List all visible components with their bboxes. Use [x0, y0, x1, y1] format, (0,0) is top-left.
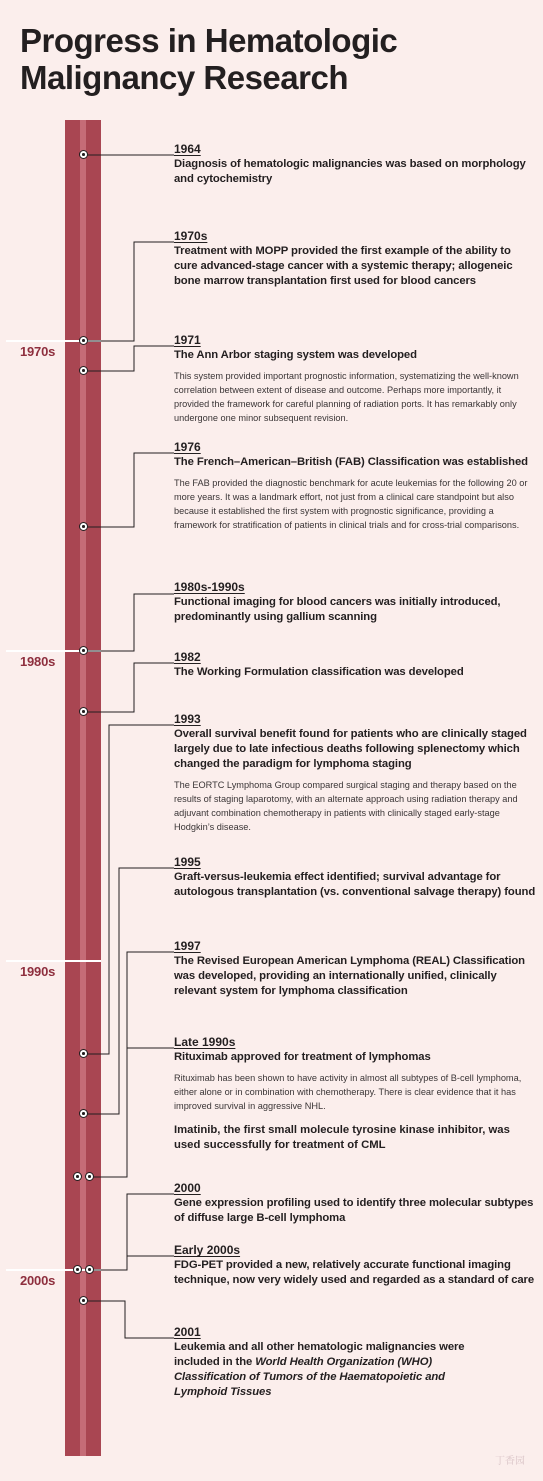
timeline-entry-early-2000s [174, 1243, 536, 1288]
timeline-dot-1971 [79, 366, 88, 375]
connector-1980s-1990s [84, 594, 174, 651]
timeline-dot-1995 [79, 1109, 88, 1118]
timeline-entry-1980s-1990s [174, 580, 536, 625]
entry-headline: Functional imaging for blood cancers was initially introduced, predominantly using gallium scanning [174, 596, 501, 623]
timeline-entry-2001 [174, 1325, 484, 1400]
entry-headline-text: Leukemia and all other hematologic malignancies were included in the [174, 1341, 465, 1368]
connector-2000 [90, 1194, 174, 1270]
entry-headline: Diagnosis of hematologic malignancies was based on morphology and cytochemistry [174, 158, 526, 185]
timeline-entry-1971 [174, 333, 536, 425]
timeline-dot-1993 [79, 1049, 88, 1058]
entry-description: The FAB provided the diagnostic benchmark for acute leukemias for the following 20 or more years. It was a landmark effort, not just from a clinical care standpoint but also because it established the first system with prognostic significance, providing a framework for stratification of patients in clinical trials and for cross-trial comparisons. [174, 478, 528, 530]
entry-headline: FDG-PET provided a new, relatively accurate functional imaging technique, now very widely used and regarded as a standard of care [174, 1259, 535, 1286]
entry-headline: Overall survival benefit found for patients who are clinically staged largely due to late infectious deaths following splenectomy which changed the paradigm for lymphoma staging [174, 728, 527, 770]
connector-2001 [84, 1301, 174, 1338]
timeline-dot-1964 [79, 150, 88, 159]
watermark: 丁香园 [495, 1456, 525, 1467]
entry-year: 1976 [174, 440, 201, 454]
connector-1971 [84, 346, 174, 371]
entry-year: 2001 [174, 1325, 201, 1339]
timeline-entry-late-1990s [174, 1035, 536, 1153]
entry-year: 1997 [174, 939, 201, 953]
entry-description: This system provided important prognostic information, systematizing the well-known correlation between extent of disease and outcome. Perhaps more importantly, it provided the framework for careful planning of radiation ports. It has remarkably only undergone one minor subsequent revision. [174, 371, 519, 423]
entry-headline: The Working Formulation classification was developed [174, 666, 464, 678]
entry-headline-secondary: Imatinib, the first small molecule tyrosine kinase inhibitor, was used successfully for treatment of CML [174, 1124, 510, 1151]
entry-year: 2000 [174, 1181, 201, 1195]
timeline-dot-1982 [79, 707, 88, 716]
connector-1993 [84, 725, 174, 1054]
entry-headline: Rituximab approved for treatment of lymphomas [174, 1051, 431, 1063]
timeline-dot-2000 [73, 1265, 82, 1274]
timeline-dot-early-2000s [85, 1265, 94, 1274]
connector-1970s [84, 242, 174, 341]
timeline-entry-1995 [174, 855, 536, 900]
entry-year: Late 1990s [174, 1035, 236, 1049]
timeline-dot-late-1990s [85, 1172, 94, 1181]
timeline-entry-1982 [174, 650, 536, 680]
entry-description: The EORTC Lymphoma Group compared surgical staging and therapy based on the results of staging laparotomy, with an alternate approach using radiation therapy and adjuvant combination chemotherapy in patients with clinically staged early-stage Hodgkin’s disease. [174, 780, 518, 832]
timeline-dot-1997 [73, 1172, 82, 1181]
page-title: Progress in Hematologic Malignancy Research [20, 22, 398, 96]
timeline-dot-2001 [79, 1296, 88, 1305]
timeline-entry-1976 [174, 440, 536, 532]
entry-year: 1971 [174, 333, 201, 347]
entry-headline: The Ann Arbor staging system was developed [174, 349, 417, 361]
decade-label-1990s: 1990s [20, 964, 56, 979]
timeline-entry-1993 [174, 712, 538, 834]
entry-year: 1970s [174, 229, 208, 243]
decade-label-1970s: 1970s [20, 344, 56, 359]
timeline-entry-1970s [174, 229, 536, 289]
connector-1995 [84, 868, 174, 1114]
timeline-dot-1970s [79, 336, 88, 345]
entry-headline: The Revised European American Lymphoma (REAL) Classification was developed, providing an internationally unified, clinically relevant system for lymphoma classification [174, 955, 525, 997]
connector-1976 [84, 453, 174, 527]
entry-year: 1993 [174, 712, 201, 726]
decade-label-1980s: 1980s [20, 654, 56, 669]
timeline-dot-1976 [79, 522, 88, 531]
entry-headline [174, 1340, 484, 1400]
entry-headline: The French–American–British (FAB) Classification was established [174, 456, 528, 468]
timeline-entry-1964 [174, 142, 536, 187]
timeline-entry-2000 [174, 1181, 536, 1226]
entry-description: Rituximab has been shown to have activity in almost all subtypes of B-cell lymphoma, either alone or in combination with chemotherapy. There is clear evidence that it has improved survival in aggressive NHL. [174, 1073, 522, 1111]
connector-1997 [90, 952, 174, 1177]
entry-headline-emphasis: World Health Organization (WHO) Classification of Tumors of the Haematopoietic and Lymphoid Tissues [174, 1356, 445, 1398]
entry-year: 1980s-1990s [174, 580, 245, 594]
timeline-entry-1997 [174, 939, 536, 999]
entry-year: 1964 [174, 142, 201, 156]
entry-year: 1982 [174, 650, 201, 664]
timeline-dot-1980s-1990s [79, 646, 88, 655]
entry-headline: Gene expression profiling used to identify three molecular subtypes of diffuse large B-cell lymphoma [174, 1197, 534, 1224]
decade-label-2000s: 2000s [20, 1273, 56, 1288]
entry-headline: Graft-versus-leukemia effect identified; survival advantage for autologous transplantation (vs. conventional salvage therapy) found [174, 871, 536, 898]
entry-headline: Treatment with MOPP provided the first example of the ability to cure advanced-stage cancer with a systemic therapy; allogeneic bone marrow transplantation first used for blood cancers [174, 245, 513, 287]
connector-1982 [84, 663, 174, 712]
entry-year: Early 2000s [174, 1243, 241, 1257]
entry-year: 1995 [174, 855, 201, 869]
